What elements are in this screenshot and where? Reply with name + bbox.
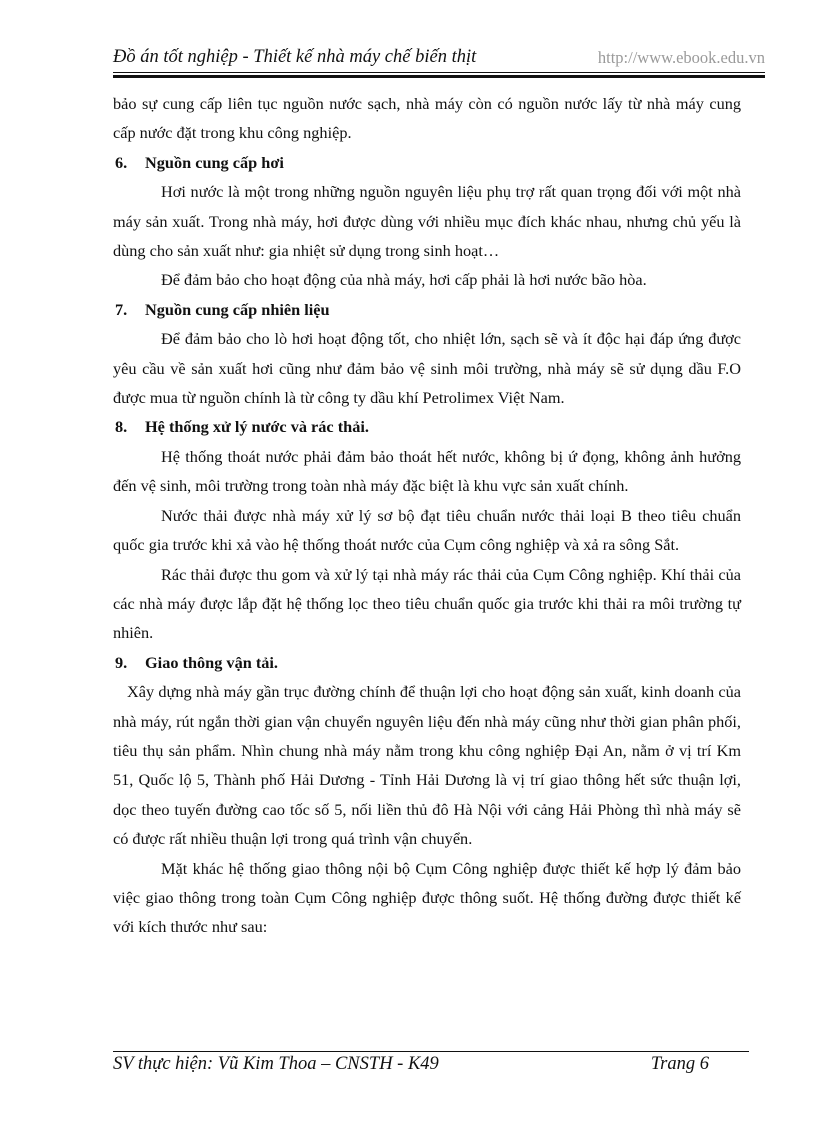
section-title: Hệ thống xử lý nước và rác thải. xyxy=(145,417,369,437)
section-heading-7 xyxy=(113,295,741,324)
section-title: Giao thông vận tải. xyxy=(145,652,278,672)
header-divider-thick xyxy=(113,75,765,78)
header-url[interactable]: http://www.ebook.edu.vn xyxy=(597,48,765,67)
section-9-paragraph-2: Mặt khác hệ thống giao thông nội bộ Cụm Công nghiệp được thiết kế hợp lý đảm bảo việc giao thông trong toàn Cụm Công nghiệp được thông suốt. Hệ thống đường được thiết kế với kích thước như sau: xyxy=(113,858,741,937)
section-title: Nguồn cung cấp nhiên liệu xyxy=(145,299,330,319)
intro-paragraph: bảo sự cung cấp liên tục nguồn nước sạch, nhà máy còn có nguồn nước lấy từ nhà máy cung cấp nước đặt trong khu công nghiệp. xyxy=(113,94,741,143)
section-8-paragraph-3: Rác thải được thu gom và xử lý tại nhà máy rác thải của Cụm Công nghiệp. Khí thải của các nhà máy được lắp đặt hệ thống lọc theo tiêu chuẩn quốc gia trước khi thải ra môi trường tự nhiên. xyxy=(113,564,741,643)
document-body xyxy=(113,89,741,942)
section-8-paragraph-1: Hệ thống thoát nước phải đảm bảo thoát hết nước, không bị ứ đọng, không ảnh hưởng đến vệ sinh, môi trường trong toàn nhà máy đặc biệt là khu vực sản xuất chính. xyxy=(113,446,741,496)
section-8-paragraph-2: Nước thải được nhà máy xử lý sơ bộ đạt tiêu chuẩn nước thải loại B theo tiêu chuẩn quốc gia trước khi xả vào hệ thống thoát nước của Cụm công nghiệp và xả ra sông Sắt. xyxy=(113,505,741,555)
footer-author: SV thực hiện: Vũ Kim Thoa – CNSTH - K49 xyxy=(113,1054,439,1074)
section-heading-9 xyxy=(113,648,741,677)
section-heading-6 xyxy=(113,148,741,177)
section-6-paragraph-1: Hơi nước là một trong những nguồn nguyên liệu phụ trợ rất quan trọng đối với một nhà máy sản xuất. Trong nhà máy, hơi được dùng với nhiều mục đích khác nhau, nhưng chủ yếu là dùng cho sản xuất như: gia nhiệt sử dụng trong sinh hoạt… xyxy=(113,182,741,261)
section-heading-8 xyxy=(113,412,741,441)
section-title: Nguồn cung cấp hơi xyxy=(145,152,284,172)
header-title: Đồ án tốt nghiệp - Thiết kế nhà máy chế biến thịt xyxy=(113,47,477,67)
page-header xyxy=(113,47,765,71)
header-divider xyxy=(113,72,765,73)
section-number: 8. xyxy=(115,417,128,437)
section-6-paragraph-2: Để đảm bảo cho hoạt động của nhà máy, hơi cấp phải là hơi nước bão hòa. xyxy=(161,270,647,290)
page-number: Trang 6 xyxy=(650,1054,709,1074)
section-9-paragraph-1: Xây dựng nhà máy gần trục đường chính để thuận lợi cho hoạt động sản xuất, kinh doanh của nhà máy, rút ngắn thời gian vận chuyển nguyên liệu đến nhà máy cũng như thời gian phân phối, tiêu thụ sản phẩm. Nhìn chung nhà máy nằm trong khu công nghiệp Đại An, nằm ở vị trí Km 51, Quốc lộ 5, Thành phố Hải Dương - Tỉnh Hải Dương là vị trí giao thông hết sức thuận lợi, dọc theo tuyến đường cao tốc số 5, nối liền thủ đô Hà Nội với cảng Hải Phòng thì nhà máy sẽ có được rất nhiều thuận lợi trong quá trình vận chuyển. xyxy=(113,682,741,849)
section-number: 6. xyxy=(115,152,128,172)
footer-divider xyxy=(113,1051,749,1052)
section-7-paragraph-1: Để đảm bảo cho lò hơi hoạt động tốt, cho nhiệt lớn, sạch sẽ và ít độc hại đáp ứng được yêu cầu về sản xuất hơi cũng như đảm bảo vệ sinh môi trường, nhà máy sẽ sử dụng dầu F.O được mua từ nguồn chính là từ công ty dầu khí Petrolimex Việt Nam. xyxy=(113,329,741,408)
section-number: 9. xyxy=(115,652,128,672)
page-footer xyxy=(113,1054,709,1080)
section-number: 7. xyxy=(115,299,128,319)
